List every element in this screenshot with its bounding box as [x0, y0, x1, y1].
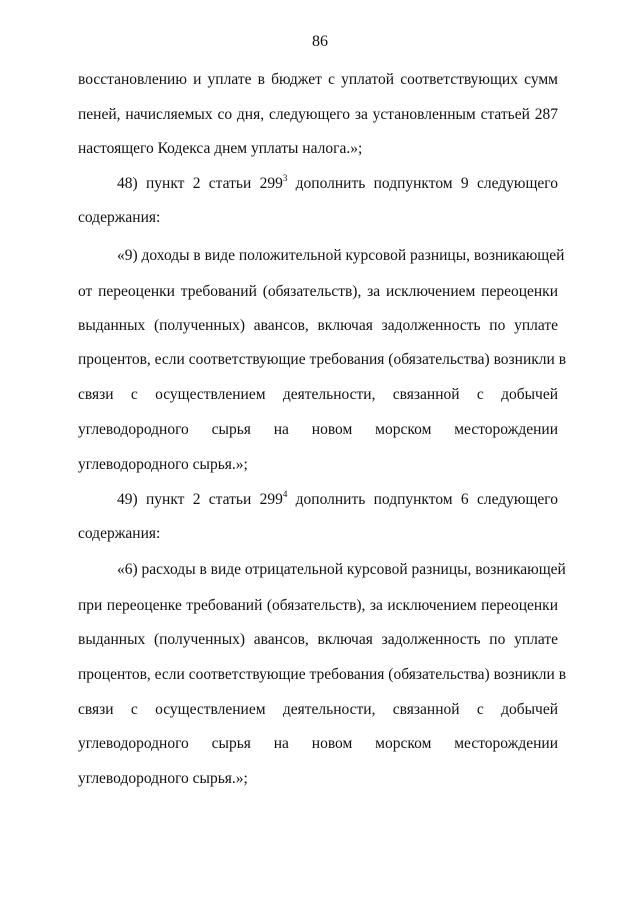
text-span: дополнить подпунктом 6 следующего: [287, 491, 559, 508]
text-line: углеводородного сырья на новом морском месторождении: [78, 735, 558, 752]
text-line: связи с осуществлением деятельности, связанной с добычей: [78, 386, 558, 403]
text-line: содержания:: [78, 209, 161, 226]
text-line: выданных (полученных) авансов, включая задолженность по уплате: [78, 631, 558, 648]
text-line: «6) расходы в виде отрицательной курсовой разницы, возникающей: [117, 561, 566, 578]
text-line: процентов, если соответствующие требования (обязательства) возникли в: [78, 351, 567, 368]
text-line: при переоценке требований (обязательств), за исключением переоценки: [78, 597, 558, 614]
text-line: углеводородного сырья на новом морском месторождении: [78, 421, 558, 438]
text-line: углеводородного сырья.»;: [78, 456, 248, 473]
text-line: настоящего Кодекса днем уплаты налога.»;: [78, 140, 363, 157]
text-line: выданных (полученных) авансов, включая задолженность по уплате: [78, 317, 558, 334]
text-line: «9) доходы в виде положительной курсовой разницы, возникающей: [117, 247, 565, 264]
text-line: процентов, если соответствующие требования (обязательства) возникли в: [78, 666, 567, 683]
text-span: дополнить подпунктом 9 следующего: [287, 175, 559, 192]
superscript: 4: [282, 489, 288, 499]
superscript: 3: [282, 173, 288, 183]
text-span: 48) пункт 2 статьи 299: [117, 175, 283, 192]
text-line: восстановлению и уплате в бюджет с уплатой соответствующих сумм: [78, 71, 558, 88]
text-line: содержания:: [78, 525, 161, 542]
text-line: углеводородного сырья.»;: [78, 770, 248, 787]
text-line: пеней, начисляемых со дня, следующего за установленным статьей 287: [78, 106, 558, 123]
page-number: 86: [312, 33, 328, 50]
text-line: [117, 174, 558, 194]
text-line: от переоценки требований (обязательств), за исключением переоценки: [78, 283, 558, 300]
text-span: 49) пункт 2 статьи 299: [117, 491, 283, 508]
text-line: связи с осуществлением деятельности, связанной с добычей: [78, 701, 558, 718]
text-line: [117, 490, 558, 510]
